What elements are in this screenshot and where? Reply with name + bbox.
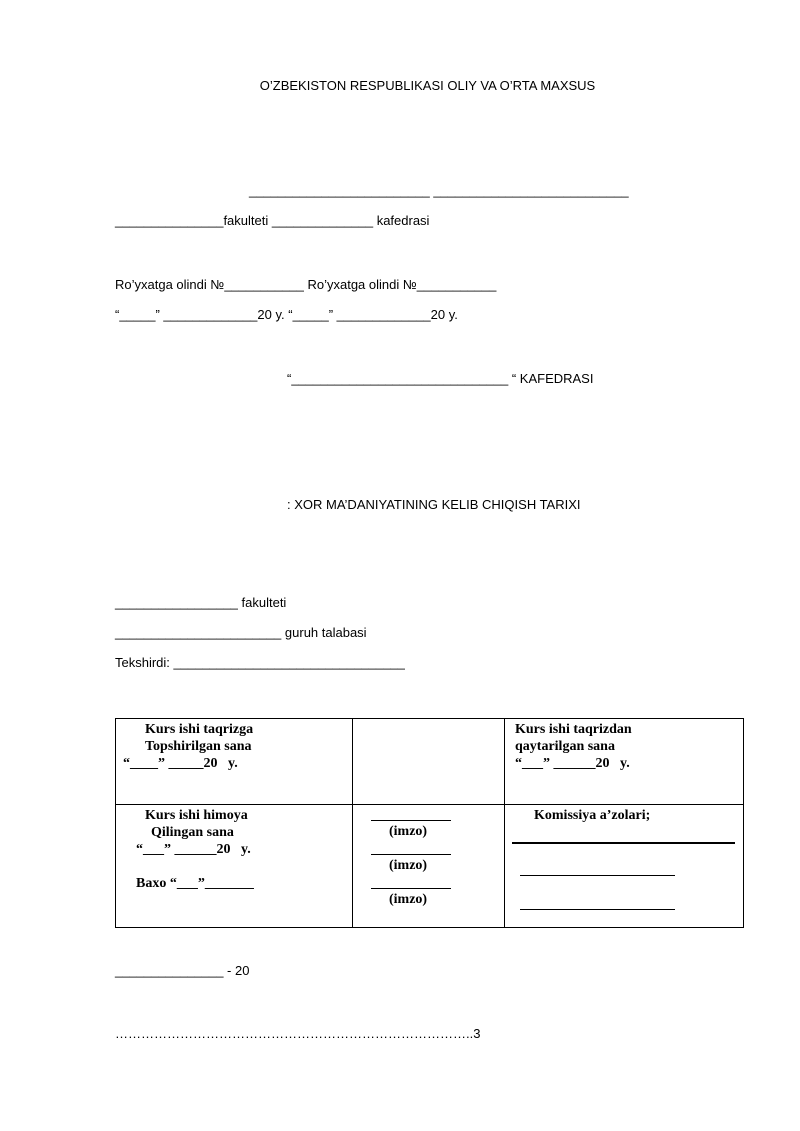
department-title: “______________________________ “ KAFEDRASI (287, 371, 594, 386)
signature-line (371, 854, 451, 855)
signature-label: (imzo) (389, 892, 428, 907)
empty-cell (353, 719, 505, 805)
course-topic: : XOR MA’DANIYATINING KELIB CHIQISH TARIXI (287, 497, 581, 512)
review-table (115, 718, 744, 928)
commission-member-line (512, 842, 735, 844)
submitted-date-value: “____” _____20 y. (123, 756, 238, 771)
table-row (116, 719, 744, 805)
returned-cell (505, 719, 744, 805)
signature-label: (imzo) (389, 824, 428, 839)
table-row (116, 805, 744, 928)
returned-date-value: “___” ______20 y. (515, 756, 630, 771)
ministry-heading: O’ZBEKISTON RESPUBLIKASI OLIY VA O’RTA MAXSUS (259, 78, 596, 93)
commission-title: Komissiya a’zolari; (534, 808, 651, 823)
blank-line: _________________________ ___________________________ (249, 183, 629, 198)
commission-member-line (520, 909, 675, 910)
defended-cell (116, 805, 353, 928)
student-group-line: _______________________ guruh talabasi (115, 625, 367, 640)
checked-by-line: Tekshirdi: ________________________________ (115, 655, 405, 670)
dots-line: ………………………………………………………………………..3 (115, 1026, 481, 1041)
year-line: _______________ - 20 (115, 963, 250, 978)
defended-label: Kurs ishi himoya (145, 808, 248, 823)
submitted-label: Kurs ishi taqrizga (145, 722, 254, 737)
returned-date-label: qaytarilgan sana (515, 739, 615, 754)
grade-line: Baxo “___”_______ (136, 876, 254, 891)
signatures-cell (353, 805, 505, 928)
signature-label: (imzo) (389, 858, 428, 873)
defended-date-value: “___” ______20 y. (136, 842, 251, 857)
returned-label: Kurs ishi taqrizdan (515, 722, 632, 737)
signature-line (371, 888, 451, 889)
student-faculty-line: _________________ fakulteti (115, 595, 287, 610)
submitted-cell (116, 719, 353, 805)
registration-date-line: “_____” _____________20 y. “_____” _____________20 y. (115, 307, 458, 322)
faculty-department-line: _______________fakulteti ______________ kafedrasi (115, 213, 430, 228)
registration-line: Ro’yxatga olindi №___________ Ro’yxatga olindi №___________ (115, 277, 497, 292)
submitted-date-label: Topshirilgan sana (145, 739, 252, 754)
commission-member-line (520, 875, 675, 876)
signature-line (371, 820, 451, 821)
commission-cell (505, 805, 744, 928)
defended-date-label: Qilingan sana (151, 825, 234, 840)
